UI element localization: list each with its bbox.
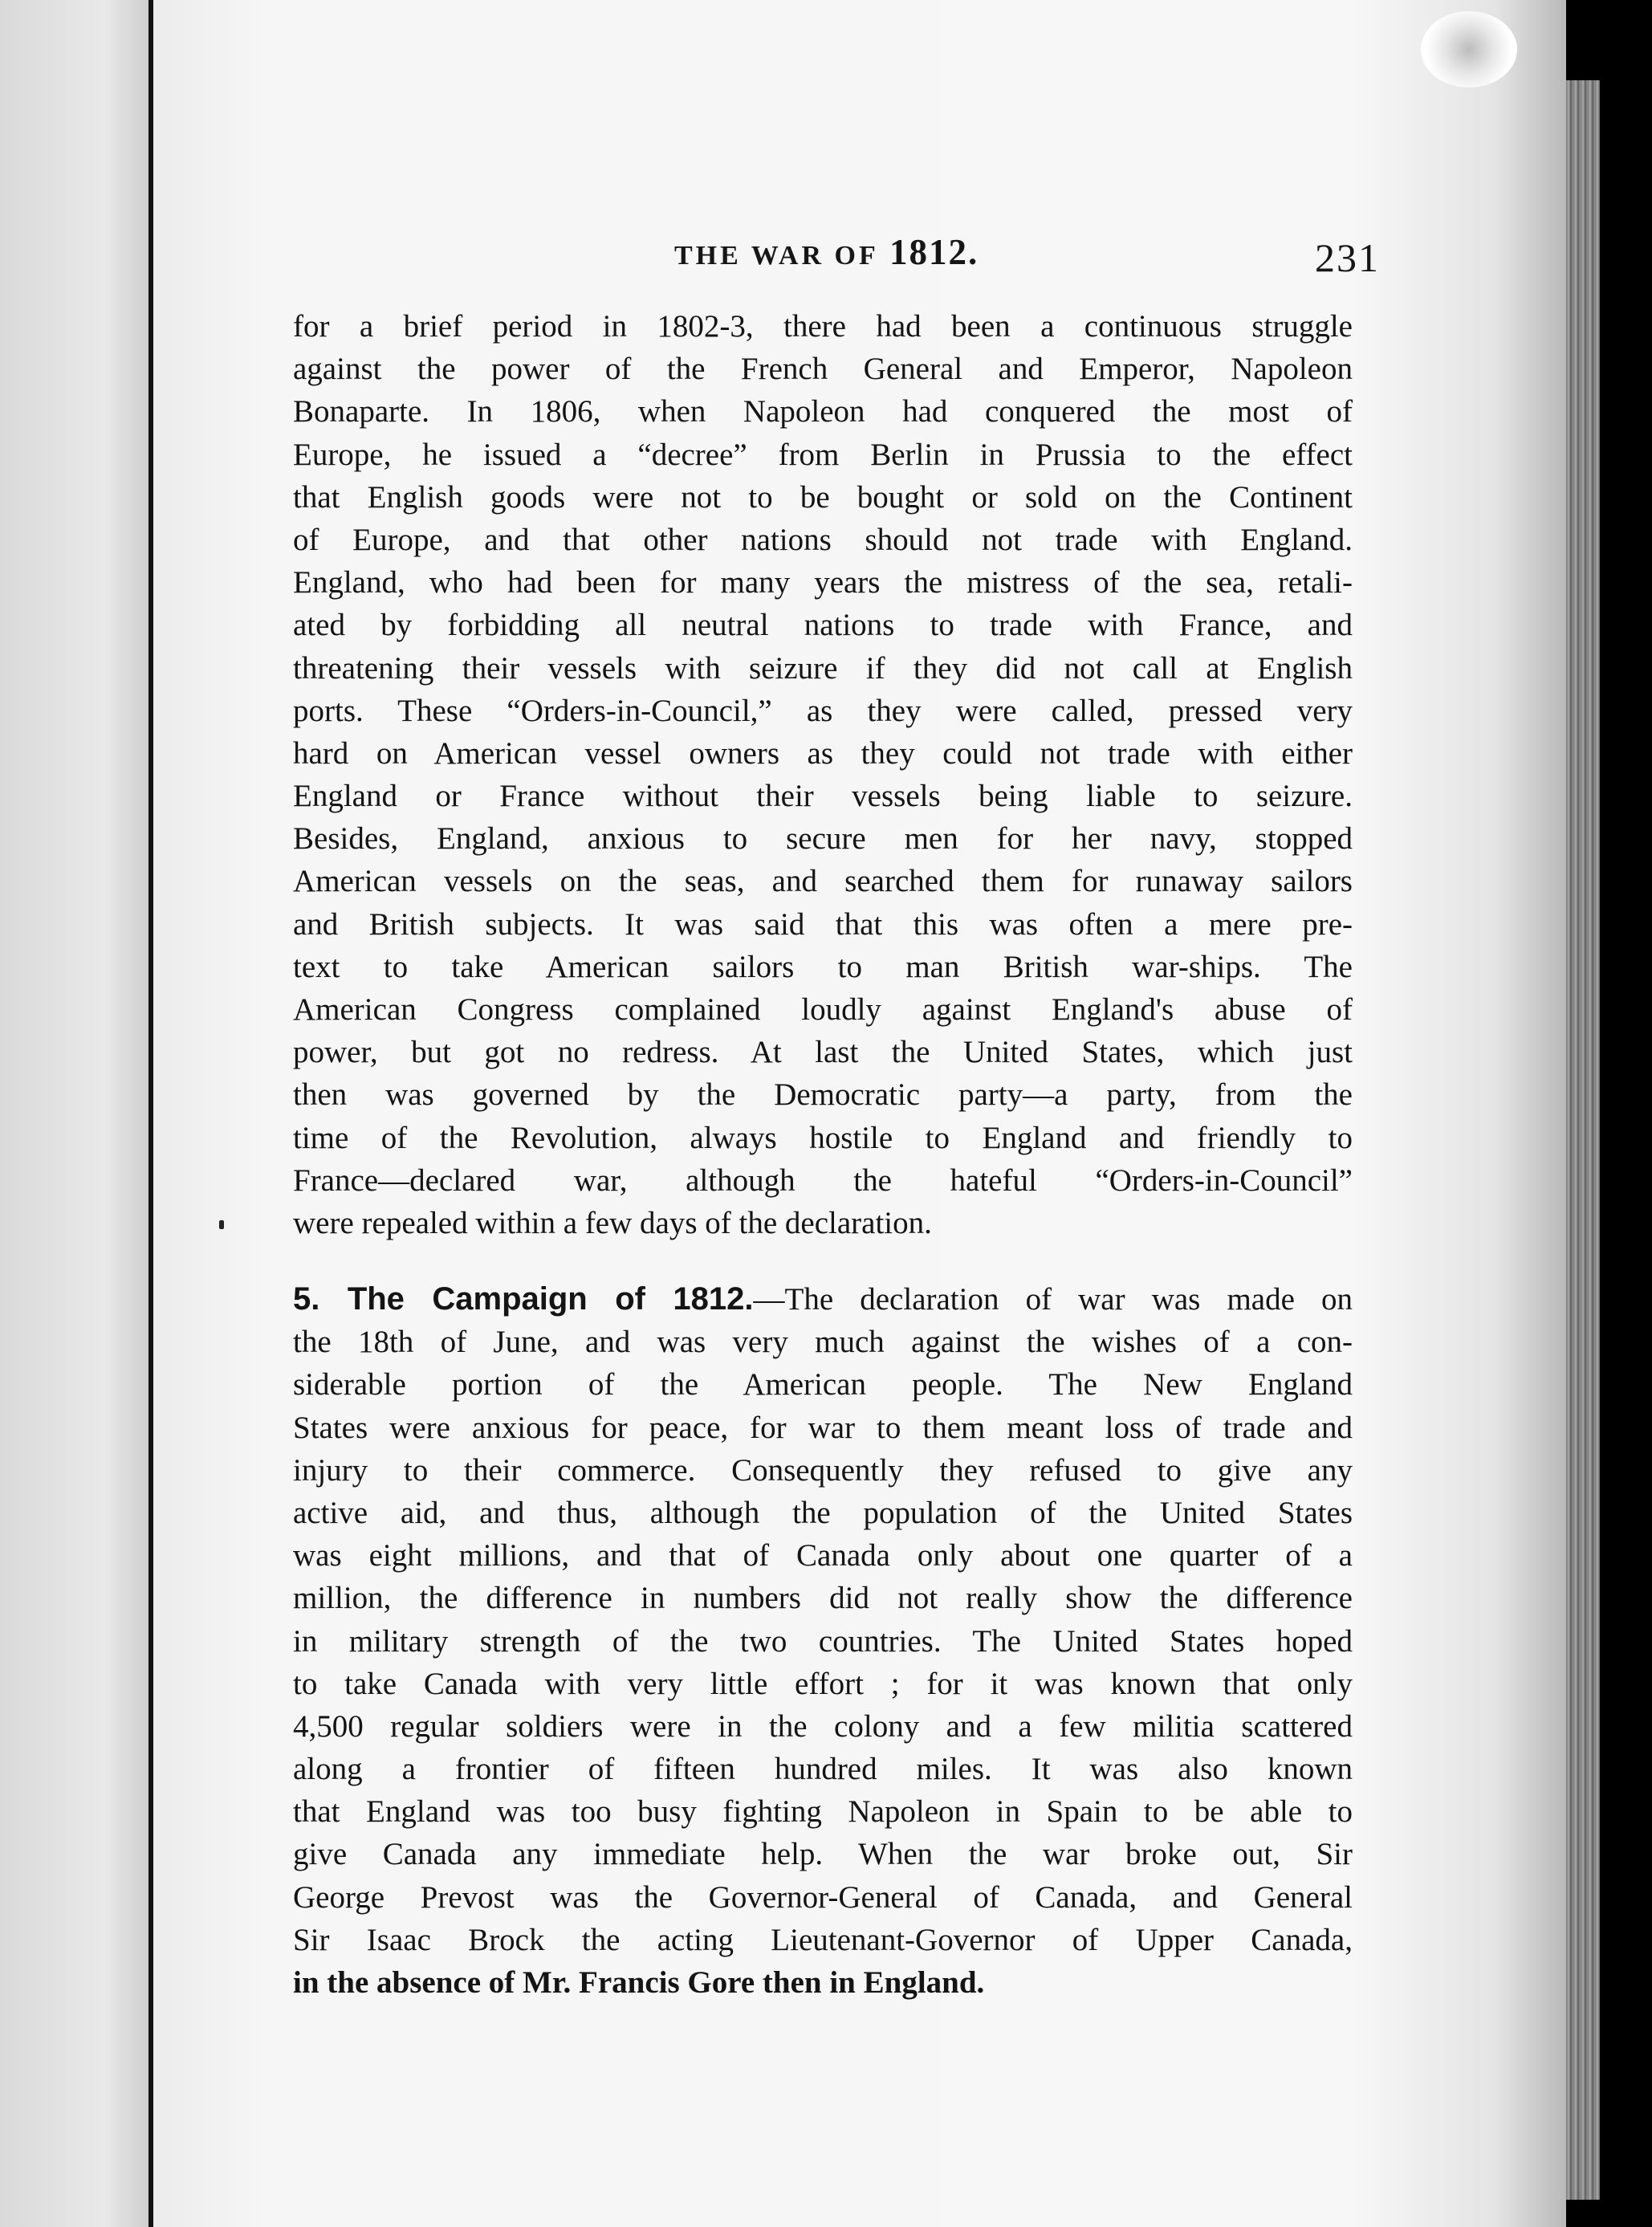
paragraph-2: [293, 1278, 1353, 2004]
paragraph-1-line: England or France without their vessels being liable to seizure.: [293, 779, 1353, 814]
paper-stain: [1421, 11, 1517, 88]
paragraph-1-line: England, who had been for many years the mistress of the sea, retali-: [293, 565, 1353, 601]
paragraph-2-line: Sir Isaac Brock the acting Lieutenant-Governor of Upper Canada,: [293, 1922, 1353, 1957]
page-number: 231: [1315, 235, 1380, 280]
paragraph-1-line: and British subjects. It was said that this was often a mere pre-: [293, 906, 1353, 942]
paragraph-2-line: million, the difference in numbers did not really show the difference: [293, 1581, 1353, 1616]
running-header-title: THE WAR OF: [674, 241, 879, 271]
paragraph-1-line: American Congress complained loudly against England's abuse of: [293, 992, 1353, 1027]
paragraph-1-line: for a brief period in 1802-3, there had been a continuous struggle: [293, 309, 1353, 344]
left-page-margin: [0, 0, 149, 2227]
paragraph-2-line: along a frontier of fifteen hundred miles. It was also known: [293, 1752, 1353, 1787]
paragraph-2-line: that England was too busy fighting Napoleon in Spain to be able to: [293, 1794, 1353, 1830]
paragraph-1-line: time of the Revolution, always hostile to England and friendly to: [293, 1120, 1353, 1155]
paragraph-1-line: that English goods were not to be bought or sold on the Continent: [293, 479, 1353, 515]
paragraph-1-line: were repealed within a few days of the declaration.: [293, 1205, 932, 1240]
paragraph-1-line: power, but got no redress. At last the United States, which just: [293, 1035, 1353, 1070]
paragraph-2-line: siderable portion of the American people. The New England: [293, 1367, 1353, 1403]
running-header-year: 1812.: [889, 232, 979, 272]
paragraph-1-line: against the power of the French General and Emperor, Napoleon: [293, 352, 1353, 387]
paragraph-1-line: Besides, England, anxious to secure men for her navy, stopped: [293, 821, 1353, 857]
paragraph-2-line: give Canada any immediate help. When the war broke out, Sir: [293, 1837, 1353, 1872]
paragraph-1-line: threatening their vessels with seizure if they did not call at English: [293, 650, 1353, 686]
paragraph-2-line: active aid, and thus, although the population of the United States: [293, 1495, 1353, 1530]
paragraph-1: [293, 305, 1353, 1244]
section-heading: 5. The Campaign of 1812.: [293, 1281, 754, 1317]
paragraph-2-line: George Prevost was the Governor-General of Canada, and General: [293, 1879, 1353, 1915]
paragraph-2-line: 4,500 regular soldiers were in the colony and a few militia scattered: [293, 1708, 1353, 1744]
paragraph-2-final-line: in the absence of Mr. Francis Gore then in England.: [293, 1965, 985, 2000]
paragraph-1-line: then was governed by the Democratic party—a party, from the: [293, 1077, 1353, 1113]
paragraph-1-line: text to take American sailors to man British war-ships. The: [293, 949, 1353, 984]
paragraph-2-line: injury to their commerce. Consequently they refused to give any: [293, 1452, 1353, 1488]
margin-mark: [219, 1220, 224, 1229]
section-first-line-text: —The declaration of war was made on: [753, 1282, 1353, 1317]
paragraph-1-line: ated by forbidding all neutral nations to trade with France, and: [293, 608, 1353, 643]
paragraph-1-line: France—declared war, although the hateful “Orders-in-Council”: [293, 1162, 1353, 1198]
paragraph-2-line: was eight millions, and that of Canada only about one quarter of a: [293, 1538, 1353, 1574]
paragraph-2-line: in military strength of the two countries. The United States hoped: [293, 1623, 1353, 1659]
running-header: [674, 231, 979, 273]
paragraph-1-line: American vessels on the seas, and searched them for runaway sailors: [293, 864, 1353, 899]
paragraph-1-line: ports. These “Orders-in-Council,” as they were called, pressed very: [293, 693, 1353, 728]
paragraph-2-line: to take Canada with very little effort ; for it was known that only: [293, 1666, 1353, 1701]
paragraph-1-line: of Europe, and that other nations should not trade with England.: [293, 522, 1353, 557]
paragraph-2-line: States were anxious for peace, for war to them meant loss of trade and: [293, 1410, 1353, 1445]
paragraph-1-line: Europe, he issued a “decree” from Berlin in Prussia to the effect: [293, 437, 1353, 472]
page-stack-edge: [1566, 80, 1600, 2200]
paragraph-2-line: the 18th of June, and was very much against the wishes of a con-: [293, 1325, 1353, 1360]
section-first-line: [293, 1278, 1353, 1321]
paragraph-1-line: Bonaparte. In 1806, when Napoleon had conquered the most of: [293, 394, 1353, 430]
paragraph-1-line: hard on American vessel owners as they could not trade with either: [293, 735, 1353, 771]
